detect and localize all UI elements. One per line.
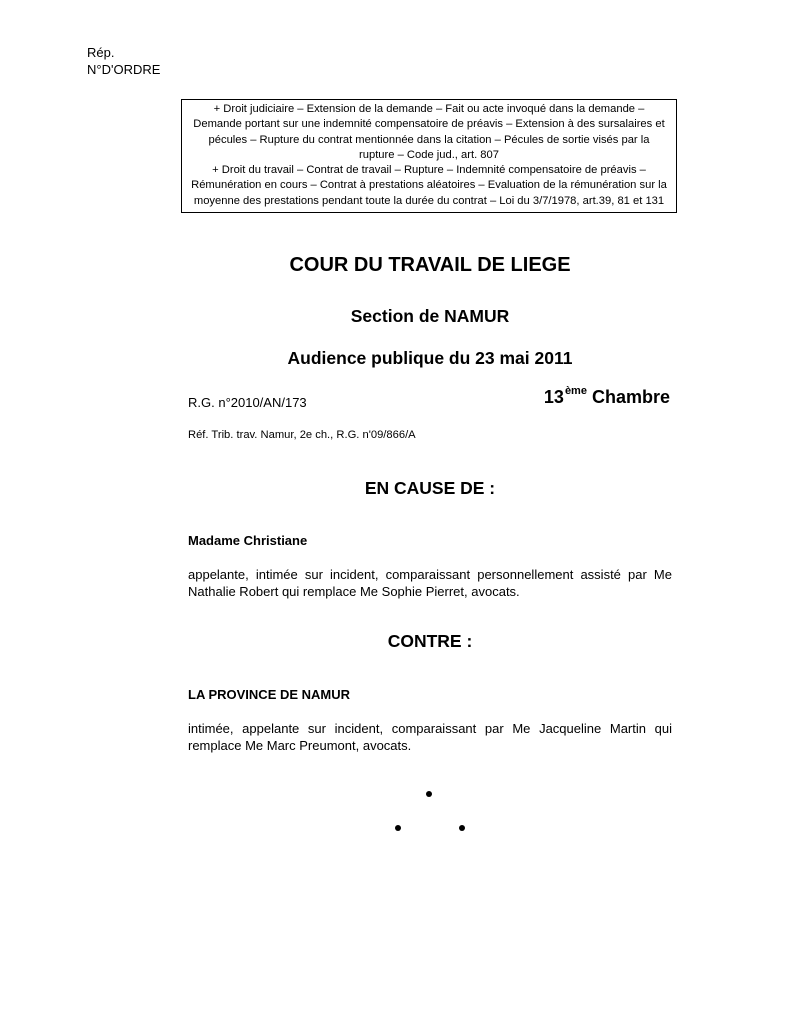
case-number: R.G. n°2010/AN/173	[188, 395, 307, 410]
lower-court-reference: Réf. Trib. trav. Namur, 2e ch., R.G. n'09/866/A	[188, 429, 416, 441]
chamber-word: Chambre	[586, 387, 670, 407]
chamber-number: 13	[543, 387, 564, 407]
keywords-judicial: + Droit judiciaire – Extension de la demande – Fait ou acte invoqué dans la demande – Demande portant sur une indemnité compensatoire de préavis – Extension à des sursalaires et pécules – Rupture du contrat mentionnée dans la citation – Pécules de sortie visés par la rupture – Code jud., art. 807	[193, 103, 665, 161]
separator-dot-left	[395, 825, 401, 831]
hearing-date: Audience publique du 23 mai 2011	[287, 348, 573, 368]
respondent-description: intimée, appelante sur incident, comparaissant par Me Jacqueline Martin qui remplace Me Marc Preumont, avocats.	[188, 721, 672, 753]
rep-label: Rép.	[87, 45, 115, 60]
respondent-name: LA PROVINCE DE NAMUR	[188, 687, 351, 702]
chamber-ordinal: ème	[564, 385, 587, 397]
keywords-labour: + Droit du travail – Contrat de travail – Rupture – Indemnité compensatoire de préavis – Rémunération en cours – Contrat à prestations aléatoires – Evaluation de la rémunération sur la moyenne des prestations pendant toute la durée du contrat – Loi du 3/7/1978, art.39, 81 et 131	[191, 164, 667, 207]
court-title: COUR DU TRAVAIL DE LIEGE	[289, 254, 571, 276]
chamber-label	[544, 387, 670, 408]
separator-dot-right	[459, 825, 465, 831]
contre-heading: CONTRE :	[387, 631, 473, 651]
separator-dot-top	[426, 791, 432, 797]
appellant-description: appelante, intimée sur incident, comparaissant personnellement assisté par Me Nathalie Robert qui remplace Me Sophie Pierret, avocats.	[188, 567, 672, 599]
reference-header	[87, 44, 160, 78]
court-section: Section de NAMUR	[350, 306, 510, 326]
keywords-box	[181, 99, 677, 213]
appellant-name: Madame Christiane	[188, 533, 308, 548]
ordre-label: N°D'ORDRE	[87, 62, 161, 77]
en-cause-heading: EN CAUSE DE :	[364, 478, 496, 498]
